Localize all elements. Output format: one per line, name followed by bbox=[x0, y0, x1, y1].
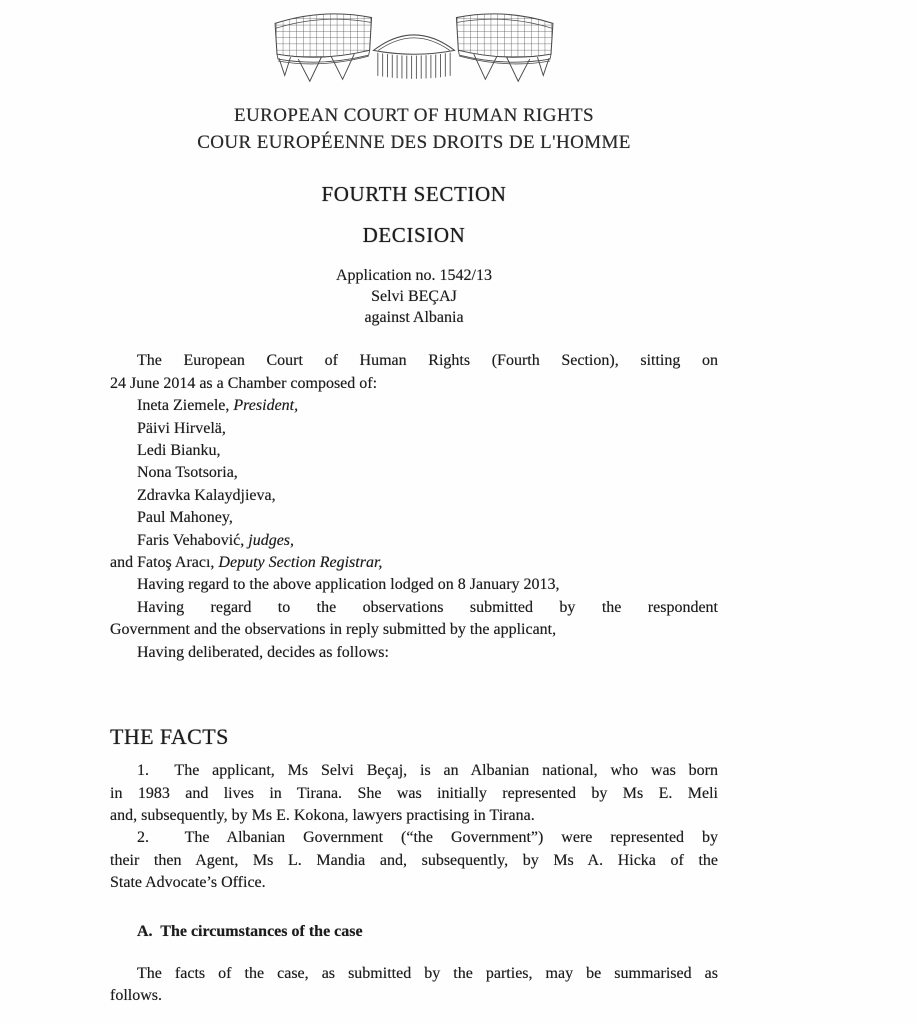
member-name: Ineta Ziemele, bbox=[137, 397, 234, 415]
text-line: State Advocate’s Office. bbox=[110, 874, 266, 892]
text-line bbox=[110, 530, 718, 552]
the-facts-heading: THE FACTS bbox=[110, 724, 229, 750]
text-line: 24 June 2014 as a Chamber composed of: bbox=[110, 374, 378, 392]
member-role: President, bbox=[233, 397, 299, 415]
text-line: Ledi Bianku, bbox=[137, 442, 221, 460]
text-line: The facts of the case, as submitted by the parties, may be summarised as bbox=[137, 964, 718, 982]
text-line: and, subsequently, by Ms E. Kokona, lawyers practising in Tirana. bbox=[110, 806, 535, 824]
text-line: their then Agent, Ms L. Mandia and, subsequently, by Ms A. Hicka of the bbox=[110, 851, 718, 869]
court-name-english: EUROPEAN COURT OF HUMAN RIGHTS bbox=[234, 105, 594, 127]
echr-building-logo-icon bbox=[269, 6, 559, 88]
respondent-state: against Albania bbox=[364, 309, 464, 327]
member-role: Deputy Section Registrar, bbox=[218, 554, 383, 572]
member-name: and Fatoş Aracı, bbox=[110, 554, 219, 572]
text-line: Government and the observations in reply submitted by the applicant, bbox=[110, 621, 557, 639]
applicant-name: Selvi BEÇAJ bbox=[371, 288, 457, 306]
facts-paragraph-1 bbox=[110, 760, 718, 827]
document-type-title: DECISION bbox=[362, 223, 466, 248]
text-line: Päivi Hirvelä, bbox=[137, 419, 226, 437]
application-number: Application no. 1542/13 bbox=[336, 267, 492, 285]
text-line bbox=[110, 552, 718, 574]
having-regard-paragraph-2 bbox=[110, 597, 718, 642]
facts-paragraph-2 bbox=[110, 827, 718, 894]
section-title: FOURTH SECTION bbox=[321, 182, 507, 207]
text-line: Paul Mahoney, bbox=[137, 509, 233, 527]
text-column bbox=[110, 0, 718, 1007]
having-regard-paragraph-1 bbox=[110, 574, 718, 596]
text-line: Having regard to the observations submitted by the respondent bbox=[137, 598, 718, 616]
court-members-list bbox=[110, 395, 718, 574]
text-line: follows. bbox=[110, 986, 162, 1004]
text-line: Nona Tsotsoria, bbox=[137, 464, 238, 482]
echr-logo bbox=[269, 6, 559, 95]
member-name: Faris Vehabović, bbox=[137, 531, 249, 549]
subsection-a-heading: A. The circumstances of the case bbox=[137, 922, 363, 940]
text-line: The European Court of Human Rights (Fourth Section), sitting on bbox=[137, 352, 718, 370]
facts-summary-paragraph bbox=[110, 963, 718, 1008]
text-line: Having deliberated, decides as follows: bbox=[137, 643, 389, 661]
court-name-french: COUR EUROPÉENNE DES DROITS DE L'HOMME bbox=[197, 132, 631, 154]
text-line: Zdravka Kalaydjieva, bbox=[137, 486, 276, 504]
application-block bbox=[110, 265, 718, 328]
text-line: 2. The Albanian Government (“the Government”) were represented by bbox=[137, 829, 718, 847]
having-deliberated-paragraph bbox=[110, 642, 718, 664]
member-role: judges, bbox=[248, 531, 295, 549]
text-line: Having regard to the above application lodged on 8 January 2013, bbox=[137, 576, 560, 594]
text-line bbox=[110, 395, 718, 417]
text-line: 1. The applicant, Ms Selvi Beçaj, is an Albanian national, who was born bbox=[137, 762, 718, 780]
composition-intro-paragraph bbox=[110, 350, 718, 395]
text-line: in 1983 and lives in Tirana. She was initially represented by Ms E. Meli bbox=[110, 784, 718, 802]
